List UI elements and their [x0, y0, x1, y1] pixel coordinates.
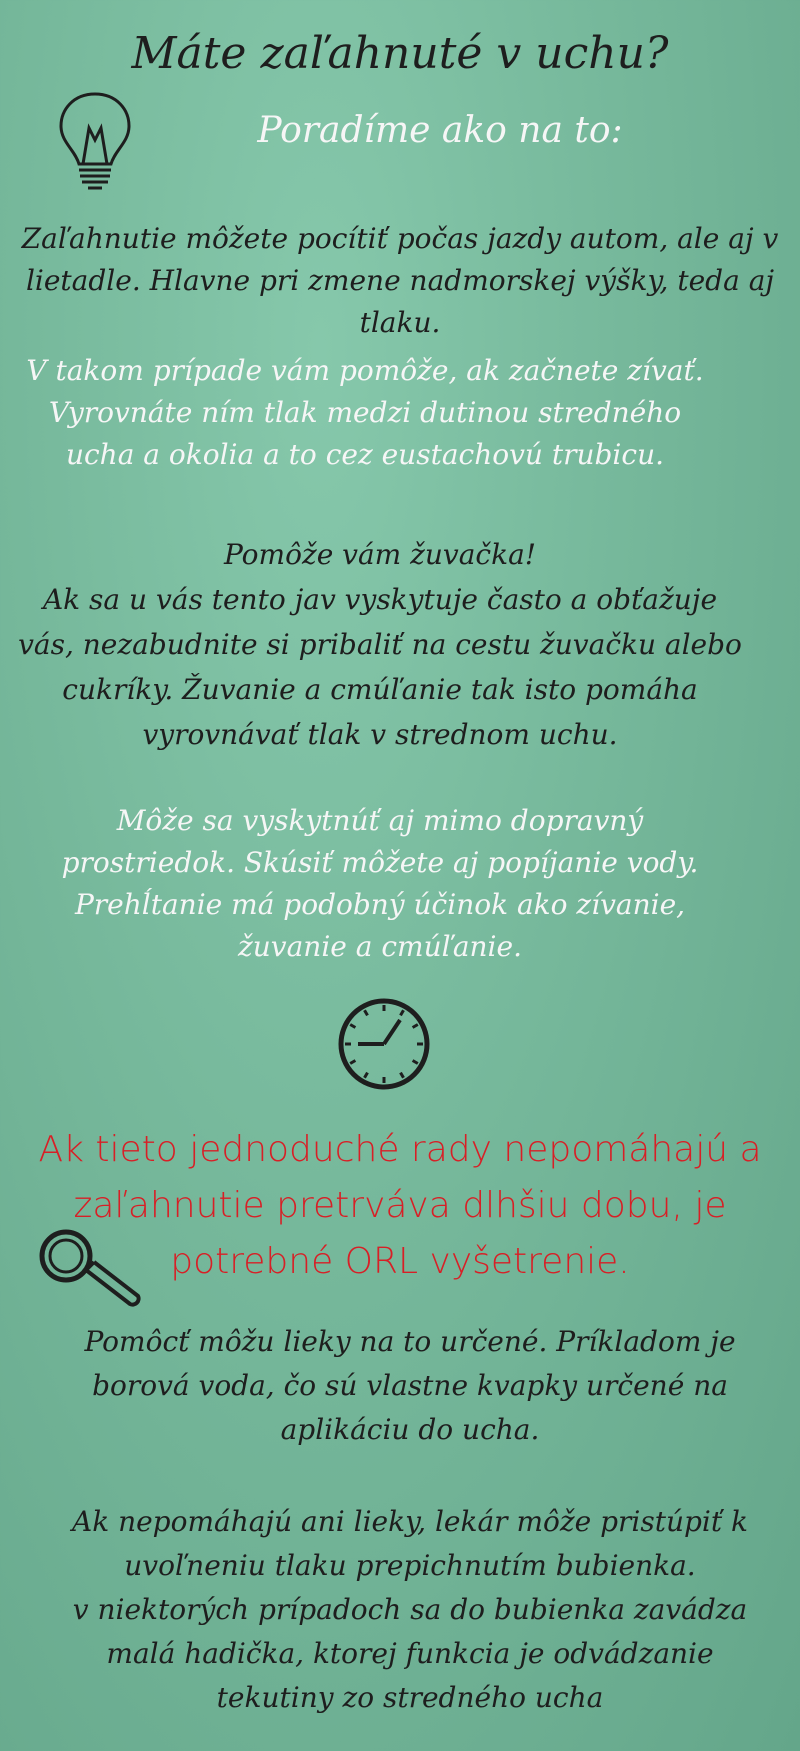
- yawn-paragraph: [0, 350, 730, 476]
- warning-line: Ak tieto jednoduché rady nepomáhajú a: [38, 1129, 762, 1170]
- intro-line: tlaku.: [359, 306, 441, 339]
- yawn-line: Vyrovnáte ním tlak medzi dutinou stredného: [48, 396, 682, 429]
- water-paragraph: [0, 800, 760, 968]
- gum-line: Ak sa u vás tento jav vyskytuje často a obťažuje: [42, 583, 718, 616]
- magnifier-icon: [34, 1226, 150, 1312]
- yawn-line: V takom prípade vám pomôže, ak začnete zívať.: [26, 354, 704, 387]
- gum-line: vyrovnávať tlak v strednom uchu.: [142, 718, 618, 751]
- procedure-line: tekutiny zo stredného ucha: [216, 1681, 604, 1714]
- yawn-line: ucha a okolia a to cez eustachovú trubicu.: [65, 438, 665, 471]
- medicine-line: borová voda, čo sú vlastne kvapky určené na: [92, 1369, 728, 1402]
- page-subtitle: Poradíme ako na to:: [257, 110, 623, 151]
- water-line: žuvanie a cmúľanie.: [238, 930, 522, 963]
- intro-line: Zaľahnutie môžete pocítiť počas jazdy autom, ale aj v: [21, 222, 779, 255]
- procedure-line: v niektorých prípadoch sa do bubienka zavádza: [72, 1593, 748, 1626]
- medicine-paragraph: [30, 1320, 790, 1452]
- warning-line: zaľahnutie pretrváva dlhšiu dobu, je: [73, 1185, 727, 1226]
- water-line: Môže sa vyskytnúť aj mimo dopravný: [116, 804, 644, 837]
- intro-paragraph: [20, 218, 780, 344]
- procedure-paragraph: [30, 1500, 790, 1720]
- page-title: Máte zaľahnuté v uchu?: [131, 28, 669, 79]
- water-line: prostriedok. Skúsiť môžete aj popíjanie vody.: [61, 846, 699, 879]
- warning-line: potrebné ORL vyšetrenie.: [170, 1241, 630, 1282]
- medicine-line: Pomôcť môžu lieky na to určené. Príkladom je: [84, 1325, 736, 1358]
- medicine-line: aplikáciu do ucha.: [280, 1413, 540, 1446]
- procedure-line: Ak nepomáhajú ani lieky, lekár môže pristúpiť k: [71, 1505, 748, 1538]
- gum-paragraph: [0, 532, 760, 757]
- clock-icon: [336, 996, 432, 1092]
- gum-line: cukríky. Žuvanie a cmúľanie tak isto pomáha: [62, 673, 698, 706]
- procedure-line: malá hadička, ktorej funkcia je odvádzanie: [106, 1637, 714, 1670]
- intro-line: lietadle. Hlavne pri zmene nadmorskej výšky, teda aj: [25, 264, 775, 297]
- procedure-line: uvoľneniu tlaku prepichnutím bubienka.: [124, 1549, 696, 1582]
- gum-line: Pomôže vám žuvačka!: [223, 538, 537, 571]
- water-line: Prehĺtanie má podobný účinok ako zívanie,: [74, 888, 686, 921]
- gum-line: vás, nezabudnite si pribaliť na cestu žuvačku alebo: [18, 628, 742, 661]
